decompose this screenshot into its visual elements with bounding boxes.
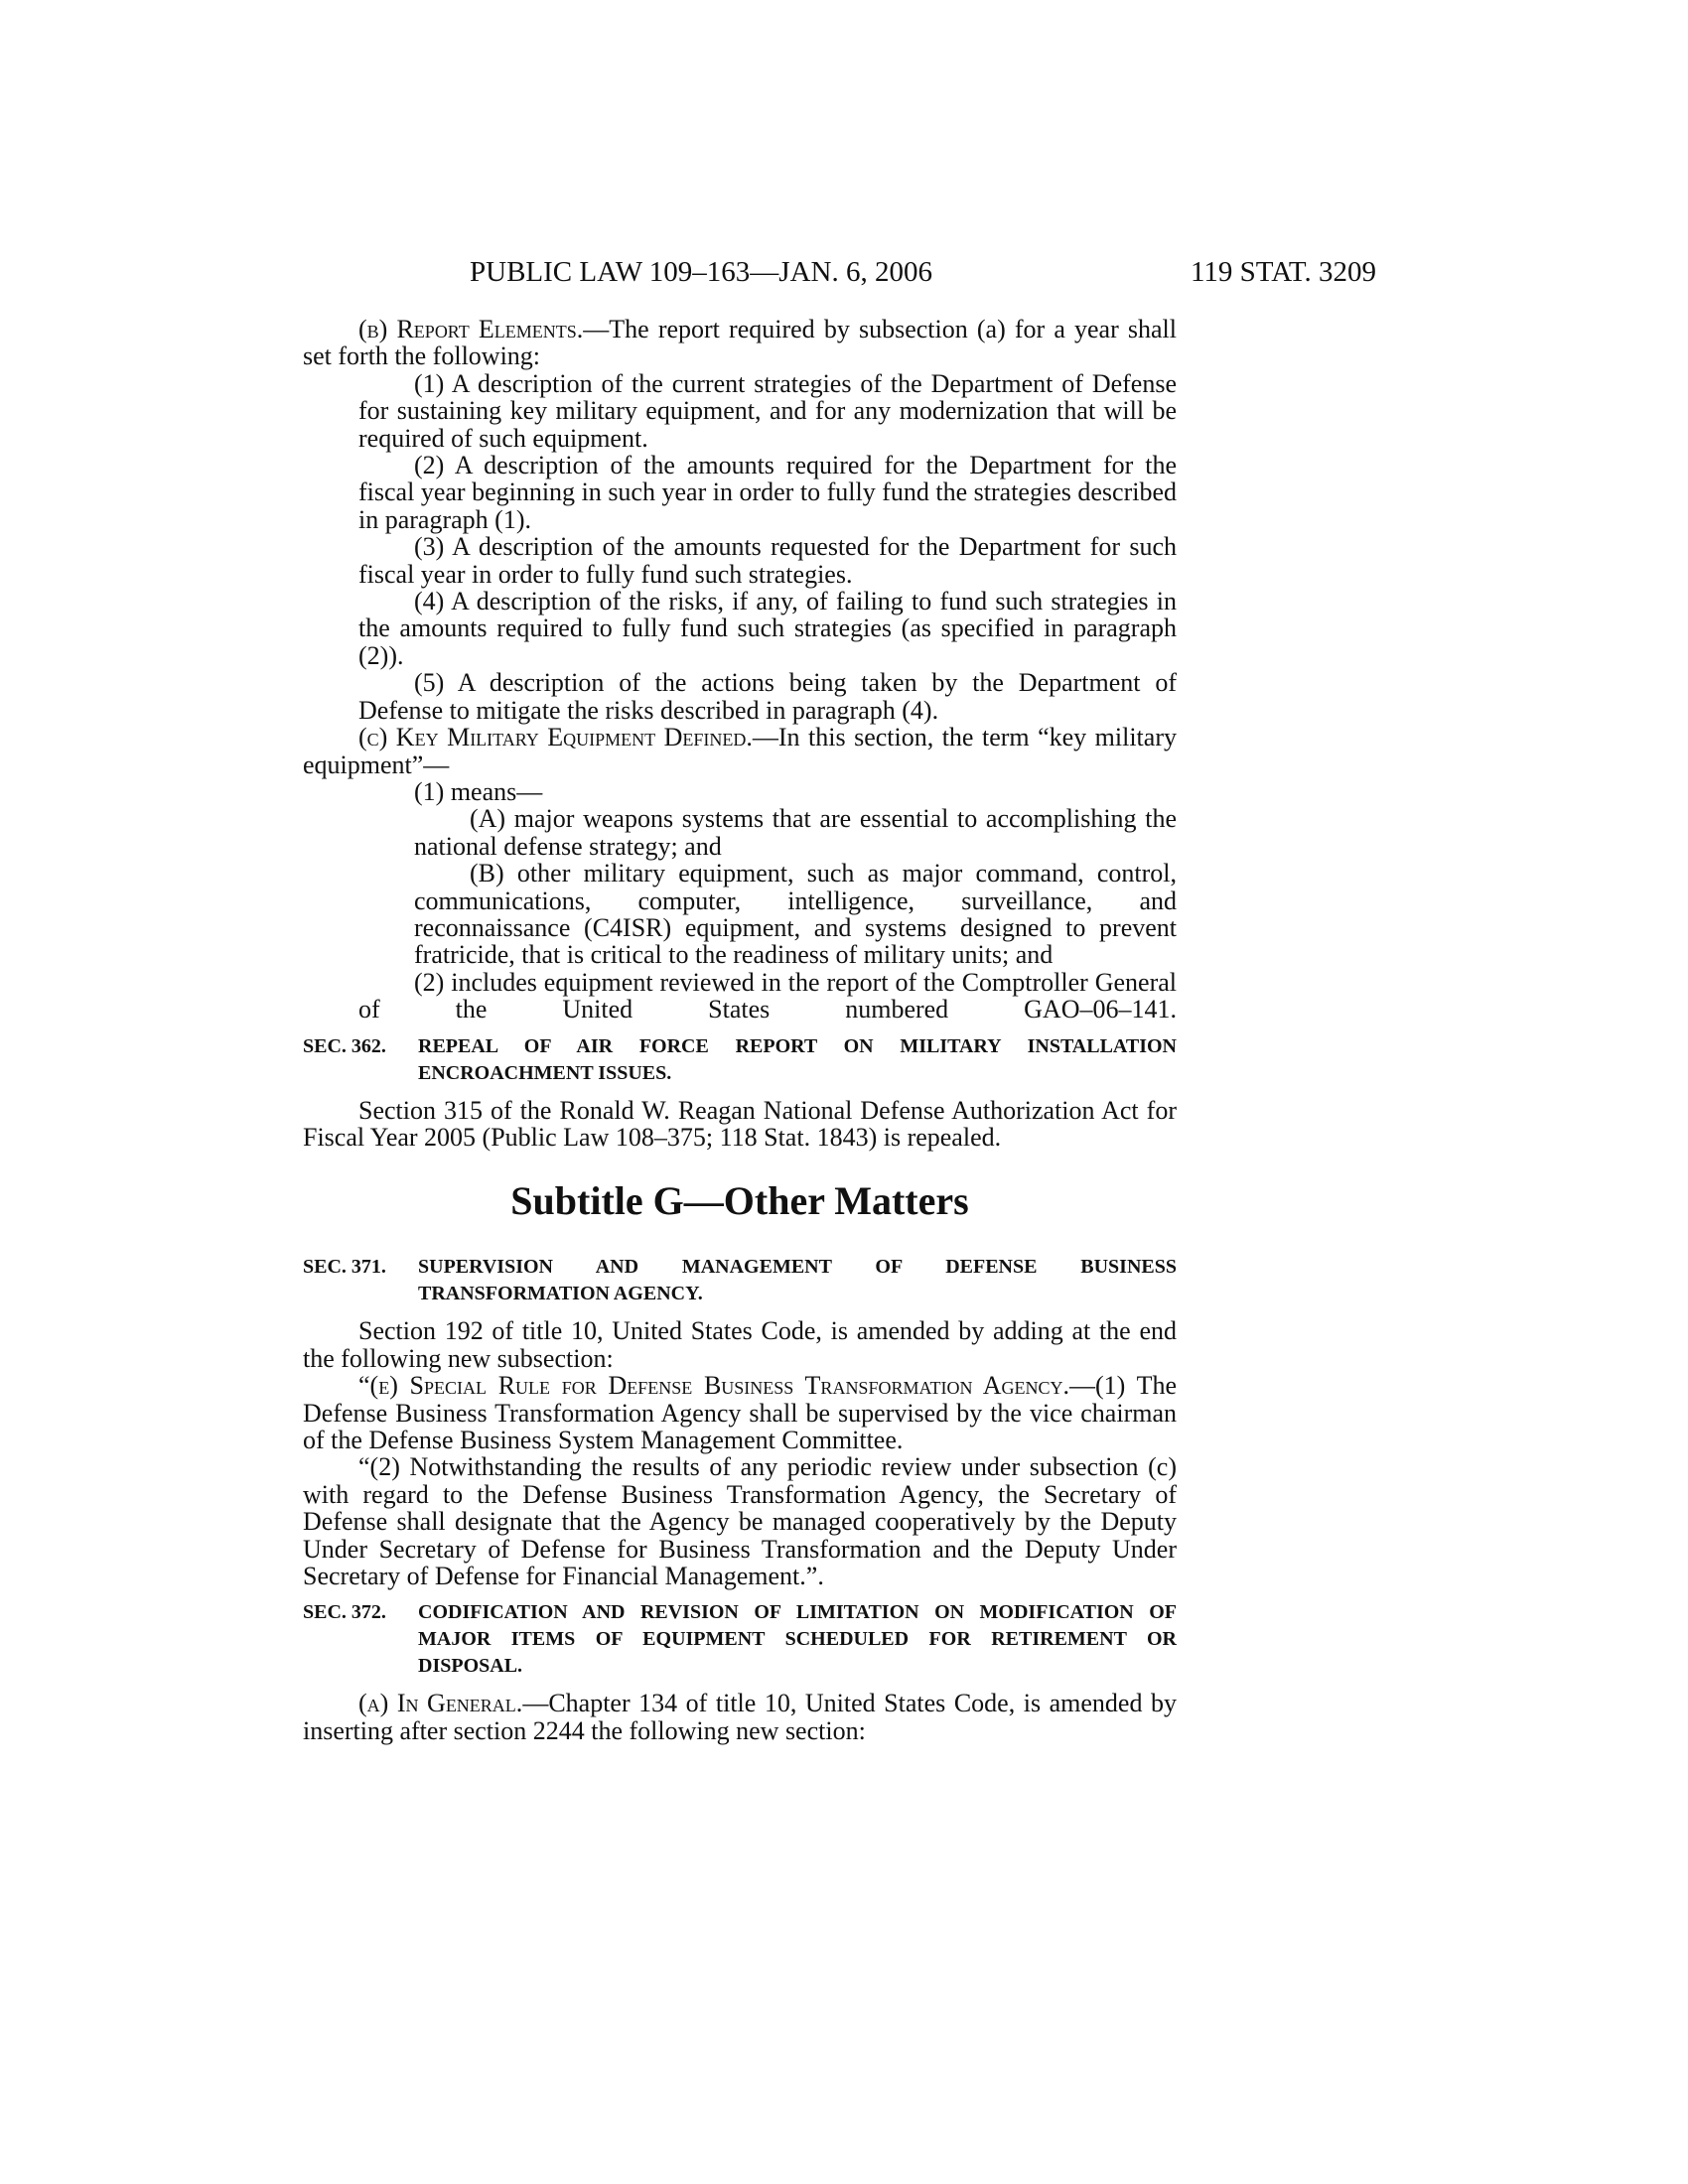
sec-371-number: SEC. 371. — [303, 1256, 386, 1279]
report-element-3: (3) A description of the amounts requested for the Department for such fiscal year in order to fully fund such strategies. — [358, 532, 1177, 589]
sec-371-body: Section 192 of title 10, United States Code, is amended by adding at the end the following new subsection: — [303, 1316, 1177, 1373]
sec-371-heading — [303, 1254, 1177, 1307]
document-body — [303, 316, 1177, 1744]
sec-371-subsection-e: “(e) Special Rule for Defense Business Transformation Agency.—(1) The Defense Business Transformation Agency shall be supervised by the vice chairman of the Defense Business System Management Committee. — [303, 1371, 1177, 1454]
key-equipment-a: (A) major weapons systems that are essential to accomplishing the national defense strategy; and — [414, 804, 1177, 861]
key-equipment-heading: (c) Key Military Equipment Defined. — [358, 723, 753, 752]
report-element-4: (4) A description of the risks, if any, of failing to fund such strategies in the amounts required to fully fund such strategies (as specified in paragraph (2)). — [358, 587, 1177, 670]
sec-372-in-general: (a) In General.—Chapter 134 of title 10, United States Code, is amended by inserting after section 2244 the following new section: — [303, 1689, 1177, 1745]
sec-372-heading — [303, 1599, 1177, 1680]
sec-371-subsection-e-heading: “(e) Special Rule for Defense Business Transformation Agency. — [358, 1371, 1070, 1401]
sec-362-number: SEC. 362. — [303, 1034, 386, 1057]
report-element-2: (2) A description of the amounts required for the Department for the fiscal year beginning in such year in order to fully fund the strategies described in paragraph (1). — [358, 451, 1177, 534]
sec-371-title: SUPERVISION AND MANAGEMENT OF DEFENSE BUSINESS TRANSFORMATION AGENCY. — [418, 1256, 1177, 1305]
report-element-5: (5) A description of the actions being taken by the Department of Defense to mitigate the risks described in paragraph (4). — [358, 668, 1177, 725]
sec-372-title: CODIFICATION AND REVISION OF LIMITATION ON MODIFICATION OF MAJOR ITEMS OF EQUIPMENT SCHEDULED FOR RETIREMENT OR DISPOSAL. — [418, 1601, 1177, 1678]
key-equipment-b: (B) other military equipment, such as major command, control, communications, computer, intelligence, surveillance, and reconnaissance (C4ISR) equipment, and systems designed to prevent fratricide, that is critical to the readiness of military units; and — [414, 859, 1177, 970]
public-law-title: PUBLIC LAW 109–163—JAN. 6, 2006 — [470, 256, 932, 288]
sec-362-heading — [303, 1033, 1177, 1087]
key-equipment-intro: (c) Key Military Equipment Defined.—In this section, the term “key military equipment”— — [303, 723, 1177, 779]
sec-362-title: REPEAL OF AIR FORCE REPORT ON MILITARY INSTALLATION ENCROACHMENT ISSUES. — [418, 1034, 1177, 1084]
sec-371-paragraph-2: “(2) Notwithstanding the results of any periodic review under subsection (c) with regard to the Defense Business Transformation Agency, the Secretary of Defense shall designate that the Agency be managed cooperatively by the Deputy Under Secretary of Defense for Business Transformation and the Deputy Under Secretary of Defense for Financial Management.”. — [303, 1452, 1177, 1591]
page-header — [470, 256, 1376, 296]
key-equipment-means: (1) means— — [414, 776, 543, 806]
subtitle-heading: Subtitle G—Other Matters — [510, 1178, 969, 1224]
report-element-1: (1) A description of the current strategies of the Department of Defense for sustaining key military equipment, and for any modernization that will be required of such equipment. — [358, 368, 1177, 453]
report-elements-heading: (b) Report Elements. — [358, 315, 584, 343]
key-equipment-includes: (2) includes equipment reviewed in the report of the Comptroller General of the United States numbered GAO–06–141. — [358, 967, 1177, 1024]
report-elements-intro: (b) Report Elements.—The report required by subsection (a) for a year shall set forth the following: — [303, 315, 1177, 371]
sec-362-body: Section 315 of the Ronald W. Reagan National Defense Authorization Act for Fiscal Year 2005 (Public Law 108–375; 118 Stat. 1843) is repealed. — [303, 1095, 1177, 1152]
sec-372-in-general-heading: (a) In General. — [358, 1689, 523, 1718]
sec-372-number: SEC. 372. — [303, 1601, 386, 1624]
stat-citation: 119 STAT. 3209 — [1191, 256, 1376, 288]
